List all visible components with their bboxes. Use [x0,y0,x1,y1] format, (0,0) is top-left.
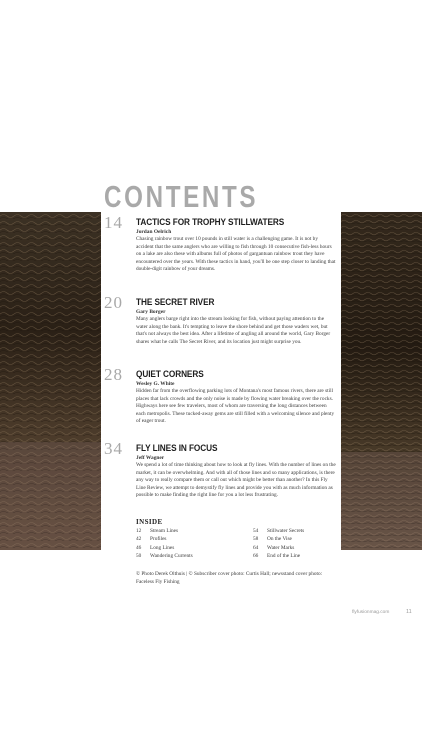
inside-item[interactable] [136,544,253,552]
article-description: Hidden far from the overflowing parking lots of Montana's most famous rivers, there are still places that lack crowds and the only noise is made by flowing water breaking over the rocks. Highways here see few travelers, most of whom are traversing the long distances between each metropolis. These tucked-away gems are still filled with a welcoming silence and plenty of eager trout. [136,388,335,424]
article-author: Jordan Oelrich [136,229,172,235]
inside-item-page: 50 [136,552,142,559]
inside-item[interactable] [136,552,253,560]
article-author: Jeff Wagner [136,455,165,461]
footer-url[interactable]: flyfusionmag.com [352,610,390,615]
inside-item-page: 64 [253,544,259,551]
inside-item-label: Stillwater Secrets [267,528,305,534]
article-page-number: 34 [104,439,123,458]
article-page-number: 14 [104,213,123,232]
article-author: Gary Borger [136,309,166,315]
river-photo-right [341,212,422,550]
article-headline[interactable]: QUIET CORNERS [136,369,204,380]
inside-item-label: Profiles [150,536,167,543]
article-headline[interactable]: FLY LINES IN FOCUS [136,443,218,454]
inside-section [136,518,341,560]
inside-item-label: On the Vise [267,536,292,543]
inside-item-label: Water Marks [267,544,295,551]
inside-item-page: 66 [253,552,259,559]
article-page-number: 28 [104,365,123,384]
article-description: Many anglers barge right into the stream looking for fish, without paying attention to the water along the bank. It's tempting to leave the shore behind and get those waders wet, but that's not always the best idea. After a lifetime of angling all around the world, Gary Borger shares what he calls The Secret River, and its location just might surprise you. [136,316,331,345]
article-page-number: 20 [104,293,123,312]
inside-item-label: Wandering Currents [150,552,193,559]
article-entry[interactable] [104,440,336,500]
article-description: Chasing rainbow trout over 10 pounds in still water is a challenging game. It is not by accident that the same anglers who are willing to fish through 10 consecutive fish-less hours on a lake are also these with albums full of photos of gargantuan rainbow trout they have encountered over the years. With these tactics in hand, you'll be one step closer to landing that double-digit rainbow of your dreams. [136,236,336,272]
inside-item-label: End of the Line [267,552,301,559]
inside-heading: INSIDE [136,518,163,526]
article-entry[interactable] [104,366,336,426]
article-headline[interactable]: TACTICS FOR TROPHY STILLWATERS [136,217,285,228]
article-entry[interactable] [104,294,336,346]
inside-item[interactable] [136,527,253,535]
inside-item-label: Stream Lines [150,528,179,534]
water-texture-image [0,212,101,550]
inside-item[interactable] [253,527,341,535]
inside-item[interactable] [136,535,253,543]
photo-credits: © Photo Derek Olthuis | © Subscriber cover photo: Curtis Hall; newsstand cover photo: Faceless Fly Fishing [136,571,323,585]
article-description: We spend a lot of time thinking about how to look at fly lines. With the number of lines on the market, it can be overwhelming. And with all of those lines and so many applications, is there any way to really compare them or call out which might be better than another? In this Fly Line Review, we attempt to demystify fly lines and provide you with as much information as possible to make finding the right line for you a lot less frustrating. [136,462,336,498]
inside-item-page: 42 [136,536,142,543]
article-headline[interactable]: THE SECRET RIVER [136,297,215,308]
footer-page-number: 11 [406,609,412,615]
inside-item[interactable] [253,552,341,560]
inside-list [136,527,341,560]
inside-item-page: 58 [253,536,259,543]
inside-item-page: 12 [136,528,142,534]
inside-item[interactable] [253,544,341,552]
article-entry[interactable] [104,214,336,274]
inside-item[interactable] [253,535,341,543]
article-author: Wesley G. White [136,381,175,387]
river-photo-left [0,212,101,550]
inside-item-label: Long Lines [150,544,175,551]
inside-item-page: 54 [253,528,259,534]
water-texture-image [341,212,422,550]
inside-item-page: 46 [136,544,142,551]
page-title: CONTENTS [104,179,259,214]
